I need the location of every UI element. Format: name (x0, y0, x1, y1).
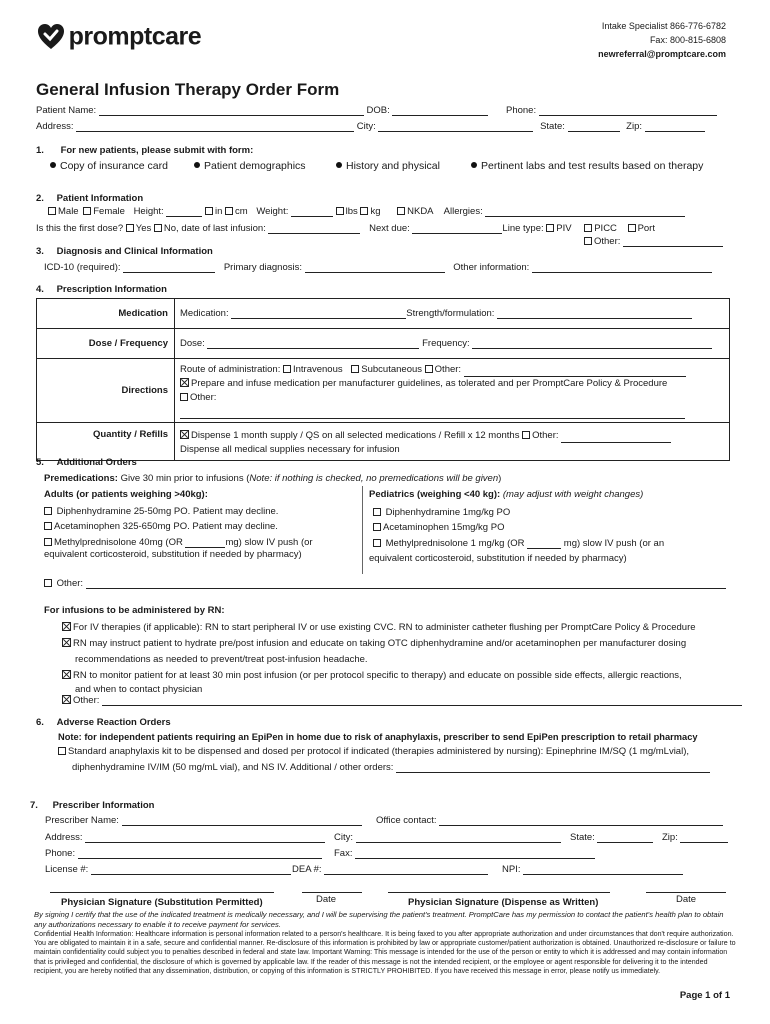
anaphylaxis-kit-label: Standard anaphylaxis kit to be dispensed and dosed per protocol if indicated (therapies administered by nursing): Epinephrine IM/SQ (1 mg/mLvial), (68, 746, 690, 757)
icd-label: ICD-10 (required): (44, 262, 121, 273)
height-field[interactable] (166, 206, 202, 217)
quantity-other-checkbox[interactable] (522, 431, 530, 439)
subcutaneous-label: Subcutaneous (361, 364, 423, 375)
epipen-note: Note: for independent patients requiring an EpiPen in home due to risk of anaphylaxis, prescriber to send EpiPen prescription to retail pharmacy (58, 732, 698, 742)
directions-other-checkbox[interactable] (180, 393, 188, 401)
dob-field[interactable] (392, 105, 488, 116)
rn-monitor-label-cont: and when to contact physician (75, 684, 203, 695)
dea-label: DEA #: (292, 864, 322, 875)
female-label: Female (93, 206, 125, 217)
line-other-label: Other: (594, 236, 621, 247)
peds-acetaminophen-label: Acetaminophen 15mg/kg PO (383, 522, 505, 533)
cm-label: cm (235, 206, 248, 217)
peds-diphenhydramine-label: Diphenhydramine 1mg/kg PO (385, 507, 511, 518)
state-label: State: (540, 121, 565, 132)
adult-methyl-label-c: equivalent corticosteroid, substitution if needed by pharmacy) (44, 549, 302, 560)
other-info-field[interactable] (532, 262, 712, 273)
certification-text: By signing I certify that the use of the indicated treatment is medically necessary, and I will be supervising the patient's treatment. PromptCare has my permission to contact the patient's health plan to obtain any authorizations necessary to enable it to receive payment for services. (34, 910, 724, 929)
prescriber-name-field[interactable] (122, 815, 362, 826)
weight-label: Weight: (256, 206, 289, 217)
npi-label: NPI: (502, 864, 521, 875)
route-other-field[interactable] (464, 366, 686, 377)
female-checkbox[interactable] (83, 207, 91, 215)
directions-other-label: Other: (190, 392, 217, 403)
rn-iv-checkbox-checked[interactable] (62, 622, 71, 631)
zip-label: Zip: (626, 121, 643, 132)
section-5-number: 5. (36, 457, 44, 468)
peds-acetaminophen-checkbox[interactable] (373, 523, 381, 531)
bullet-icon (194, 162, 200, 168)
adult-diphenhydramine-checkbox[interactable] (44, 507, 52, 515)
section-7-number: 7. (30, 800, 38, 811)
lbs-label: lbs (345, 206, 358, 217)
supplies-text: Dispense all medical supplies necessary for infusion (180, 444, 400, 455)
section-2-number: 2. (36, 193, 44, 204)
date-line-1[interactable] (302, 892, 362, 893)
last-infusion-date-field[interactable] (268, 223, 360, 234)
checklist-item: Patient demographics (194, 160, 306, 172)
prescriber-fax-label: Fax: (334, 848, 353, 859)
patient-name-label: Patient Name: (36, 105, 97, 116)
prescriber-state-label: State: (570, 832, 595, 843)
dispense-checkbox-checked[interactable] (180, 430, 189, 439)
premed-divider (362, 486, 363, 574)
section-4-number: 4. (36, 284, 44, 295)
cm-checkbox[interactable] (225, 207, 233, 215)
quantity-other-field[interactable] (561, 432, 671, 443)
nkda-label: NKDA (407, 206, 433, 217)
prescription-table (36, 298, 730, 461)
directions-row-label: Directions (37, 359, 175, 423)
page-title: General Infusion Therapy Order Form (36, 80, 340, 99)
adult-acetaminophen-label: Acetaminophen 325-650mg PO. Patient may decline. (54, 521, 278, 532)
additional-orders-field[interactable] (396, 762, 710, 773)
next-due-label: Next due: (369, 223, 410, 234)
frequency-field[interactable] (472, 338, 712, 349)
premed-text: Give 30 min prior to infusions ( (120, 473, 250, 484)
prescriber-phone-field[interactable] (78, 848, 322, 859)
date-line-2[interactable] (646, 892, 726, 893)
heart-logo-icon (36, 22, 66, 52)
prescriber-address-field[interactable] (85, 832, 325, 843)
adult-methylprednisolone-checkbox[interactable] (44, 538, 52, 546)
bullet-icon (50, 162, 56, 168)
adult-methyl-label-b: mg) slow IV push (or (225, 537, 313, 548)
peds-methyl-label-a: Methylprednisolone 1 mg/kg (OR (385, 538, 525, 549)
premed-other-field[interactable] (86, 578, 726, 589)
address-field[interactable] (76, 121, 354, 132)
yes-label: Yes (135, 223, 152, 234)
license-label: License #: (45, 864, 89, 875)
piv-label: PIV (556, 223, 572, 234)
strength-label: Strength/formulation: (406, 308, 495, 319)
peds-methyl-label-c: equivalent corticosteroid, substitution if needed by pharmacy) (369, 553, 627, 564)
bullet-icon (471, 162, 477, 168)
office-contact-field[interactable] (439, 815, 723, 826)
prepare-checkbox-checked[interactable] (180, 378, 189, 387)
prescriber-name-label: Prescriber Name: (45, 815, 119, 826)
in-label: in (214, 206, 223, 217)
strength-field[interactable] (497, 308, 692, 319)
anaphylaxis-kit-checkbox[interactable] (58, 747, 66, 755)
checklist-item: Pertinent labs and test results based on therapy (471, 160, 703, 172)
dose-row-label: Dose / Frequency (37, 329, 175, 359)
peds-diphenhydramine-checkbox[interactable] (373, 508, 381, 516)
frequency-label: Frequency: (422, 338, 470, 349)
intravenous-label: Intravenous (292, 364, 343, 375)
male-checkbox[interactable] (48, 207, 56, 215)
prescriber-state-field[interactable] (597, 832, 653, 843)
dea-field[interactable] (324, 864, 488, 875)
premed-label: Premedications: (44, 473, 118, 484)
signature-line-2[interactable] (388, 892, 610, 893)
next-due-field[interactable] (412, 223, 502, 234)
peds-heading: Pediatrics (weighing <40 kg): (369, 489, 501, 500)
premed-other-checkbox[interactable] (44, 579, 52, 587)
city-field[interactable] (378, 121, 533, 132)
lbs-checkbox[interactable] (336, 207, 344, 215)
dob-label: DOB: (366, 105, 390, 116)
confidentiality-notice: Confidential Health Information: Healthcare information is personal information related to a person's healthcare. It is being faxed to you after appropriate authorization and under circumstances that don't require authorization. You are obligated to maintain it in a safe, secure and confidential manner. Re-disclosure of this information is prohibited by law or appropriate customer/patient authorization is obtained. Unauthorized re-disclosure or failure to maintain confidentiality could subject you to penalties described in federal and state law. Important Warning: This message is intended for the use of the person or entity to which it is addressed and may contain information that is privileged and confidential, the disclosure of which is governed by applicable law. If the reader of this message is not the intended recipient, or the employee or agent responsible for delivering it to the intended recipient, you are hereby notified that any dissemination, distribution, or copying of this information is STRICTLY PROHIBITED. If you have received this message in error, please notify us immediately. (34, 930, 736, 975)
checklist-item: Copy of insurance card (50, 160, 168, 172)
rn-monitor-label: RN to monitor patient for at least 30 min post infusion (or per protocol specific to therapy) and educate on possible side effects, allergic reactions, (73, 670, 682, 681)
in-checkbox[interactable] (205, 207, 213, 215)
icd-field[interactable] (123, 262, 215, 273)
signature-label-1: Physician Signature (Substitution Permitted) (61, 897, 263, 908)
premed-note: Note: if nothing is checked, no premedications will be given (249, 473, 499, 484)
quantity-other-label: Other: (532, 430, 559, 441)
rn-hydrate-label: RN may instruct patient to hydrate pre/post infusion and educate on taking OTC diphenhydramine and/or acetaminophen per manufacturer dosing (73, 638, 687, 649)
section-4-title: Prescription Information (56, 284, 167, 295)
route-label: Route of administration: (180, 364, 281, 375)
rn-monitor-checkbox-checked[interactable] (62, 670, 71, 679)
office-contact-label: Office contact: (376, 815, 437, 826)
prescriber-zip-label: Zip: (662, 832, 678, 843)
first-dose-yes-checkbox[interactable] (126, 224, 134, 232)
peds-methyl-label-b: mg) slow IV push (or an (563, 538, 665, 549)
piv-checkbox[interactable] (546, 224, 554, 232)
section-3-number: 3. (36, 246, 44, 257)
section-5-title: Additional Orders (56, 457, 137, 468)
kg-checkbox[interactable] (360, 207, 368, 215)
rn-hydrate-checkbox-checked[interactable] (62, 638, 71, 647)
height-label: Height: (133, 206, 164, 217)
route-other-label: Other: (434, 364, 462, 375)
primary-diagnosis-field[interactable] (305, 262, 445, 273)
intake-phone: Intake Specialist 866-776-6782 (601, 21, 726, 31)
prepare-label: Prepare and infuse medication per manufacturer guidelines, as tolerated and per PromptCare Policy & Procedure (191, 378, 668, 389)
address-label: Address: (36, 121, 74, 132)
weight-field[interactable] (291, 206, 333, 217)
picc-label: PICC (594, 223, 617, 234)
dose-label: Dose: (180, 338, 205, 349)
quantity-row-label: Quantity / Refills (37, 423, 175, 461)
prescriber-zip-field[interactable] (680, 832, 728, 843)
kg-label: kg (370, 206, 381, 217)
dose-field[interactable] (207, 338, 419, 349)
line-type-label: Line type: (502, 223, 544, 234)
allergies-field[interactable] (485, 206, 685, 217)
section-6-number: 6. (36, 717, 44, 728)
dispense-label: Dispense 1 month supply / QS on all selected medications / Refill x 12 months (191, 430, 520, 441)
city-label: City: (356, 121, 376, 132)
page-number: Page 1 of 1 (679, 990, 730, 1001)
medication-row-label: Medication (37, 299, 175, 329)
npi-field[interactable] (523, 864, 683, 875)
date-label-2: Date (676, 894, 697, 905)
signature-label-2: Physician Signature (Dispense as Written) (408, 897, 599, 908)
signature-line-1[interactable] (50, 892, 274, 893)
line-other-checkbox[interactable] (584, 237, 592, 245)
peds-methyl-dose-field[interactable] (527, 538, 561, 549)
port-checkbox[interactable] (628, 224, 636, 232)
premed-other-label: Other: (56, 578, 84, 589)
fax-number: Fax: 800-815-6808 (649, 35, 726, 45)
allergies-label: Allergies: (443, 206, 483, 217)
logo (36, 22, 201, 52)
prescriber-city-field[interactable] (356, 832, 561, 843)
directions-other-field[interactable] (180, 408, 685, 419)
medication-label: Medication: (180, 308, 229, 319)
adult-methyl-label-a: Methylprednisolone 40mg (OR (54, 537, 183, 548)
rn-hydrate-label-cont: recommendations as needed to prevent/treat post-infusion headache. (75, 654, 368, 665)
adult-methyl-dose-field[interactable] (185, 537, 225, 548)
section-3-title: Diagnosis and Clinical Information (56, 246, 213, 257)
nkda-checkbox[interactable] (397, 207, 405, 215)
section-2-title: Patient Information (56, 193, 144, 204)
picc-checkbox[interactable] (584, 224, 592, 232)
phone-field[interactable] (539, 105, 717, 116)
section-6-title: Adverse Reaction Orders (56, 717, 171, 728)
logo-text: promptcare (68, 22, 202, 51)
adult-acetaminophen-checkbox[interactable] (44, 522, 52, 530)
prescriber-phone-label: Phone: (45, 848, 76, 859)
zip-field[interactable] (645, 121, 705, 132)
license-field[interactable] (91, 864, 291, 875)
adult-diphenhydramine-label: Diphenhydramine 25-50mg PO. Patient may decline. (56, 506, 279, 517)
rn-other-checkbox-checked[interactable] (62, 695, 71, 704)
bullet-icon (336, 162, 342, 168)
prescriber-fax-field[interactable] (355, 848, 595, 859)
first-dose-no-checkbox[interactable] (154, 224, 162, 232)
date-label-1: Date (316, 894, 337, 905)
route-other-checkbox[interactable] (425, 365, 433, 373)
peds-methylprednisolone-checkbox[interactable] (373, 539, 381, 547)
no-date-label: No, date of last infusion: (163, 223, 266, 234)
section-7-title: Prescriber Information (52, 800, 155, 811)
peds-note: (may adjust with weight changes) (502, 489, 644, 500)
primary-diagnosis-label: Primary diagnosis: (223, 262, 302, 273)
phone-label: Phone: (506, 105, 537, 116)
prescriber-city-label: City: (334, 832, 353, 843)
intravenous-checkbox[interactable] (283, 365, 291, 373)
rn-heading: For infusions to be administered by RN: (44, 605, 225, 616)
patient-name-field[interactable] (99, 105, 364, 116)
adults-heading: Adults (or patients weighing >40kg): (44, 489, 208, 500)
checklist-item: History and physical (336, 160, 440, 172)
rn-iv-label: For IV therapies (if applicable): RN to start peripheral IV or use existing CVC. RN to administer catheter flushing per PromptCare Policy & Procedure (73, 622, 696, 633)
subcutaneous-checkbox[interactable] (351, 365, 359, 373)
first-dose-label: Is this the first dose? (36, 223, 124, 234)
anaphylaxis-kit-label-cont: diphenhydramine IV/IM (50 mg/mL vial), and NS IV. Additional / other orders: (72, 762, 394, 773)
section-1-number: 1. (36, 145, 44, 156)
premed-close: ) (498, 473, 502, 484)
email[interactable]: newreferral@promptcare.com (598, 49, 726, 59)
rn-other-label: Other: (73, 695, 100, 706)
state-field[interactable] (568, 121, 620, 132)
medication-field[interactable] (231, 308, 406, 319)
port-label: Port (637, 223, 655, 234)
prescriber-address-label: Address: (45, 832, 83, 843)
section-1-title: For new patients, please submit with form: (60, 145, 254, 156)
male-label: Male (58, 206, 79, 217)
other-info-label: Other information: (453, 262, 530, 273)
rn-other-field[interactable] (102, 695, 742, 706)
line-other-field[interactable] (623, 236, 723, 247)
